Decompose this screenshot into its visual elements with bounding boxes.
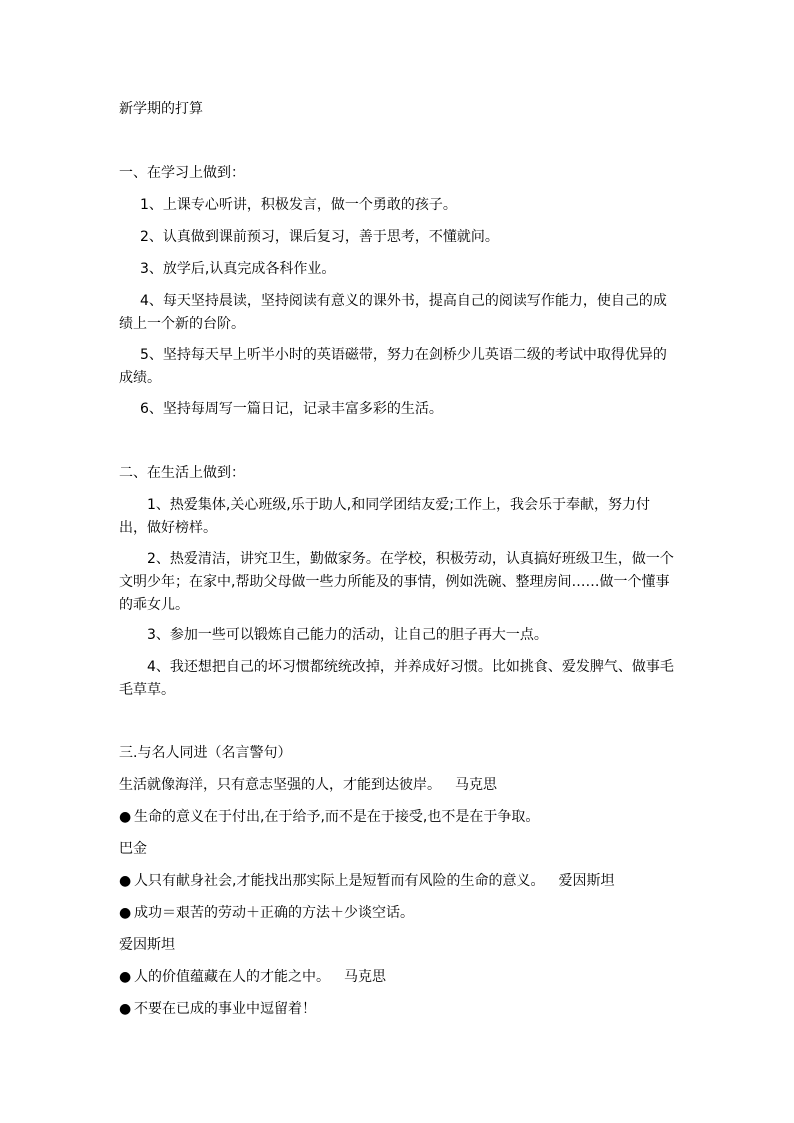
quote-author: 爱因斯坦 bbox=[558, 873, 615, 889]
study-item-3: 3、放学后,认真完成各科作业。 bbox=[140, 261, 336, 277]
study-item-1: 1、上课专心听讲，积极发言，做一个勇敢的孩子。 bbox=[140, 197, 457, 213]
quote-text: 人的价值蕴藏在人的才能之中。 bbox=[134, 969, 330, 985]
section-heading-quotes: 三.与名人同进（名言警句） bbox=[119, 745, 292, 761]
quote-line-4 bbox=[119, 870, 679, 893]
document-title: 新学期的打算 bbox=[119, 101, 203, 117]
section-heading-life: 二、在生活上做到： bbox=[119, 465, 245, 481]
quote-line-2 bbox=[119, 806, 679, 829]
quote-line-6 bbox=[119, 934, 679, 957]
life-item-3: 3、参加一些可以锻炼自己能力的活动，让自己的胆子再大一点。 bbox=[147, 627, 548, 643]
quote-text: 人只有献身社会,才能找出那实际上是短暂而有风险的生命的意义。 bbox=[134, 873, 545, 889]
bullet-icon: ● bbox=[119, 969, 132, 985]
bullet-icon: ● bbox=[119, 905, 132, 921]
quote-line-3 bbox=[119, 838, 679, 861]
quote-text: 不要在已成的事业中逗留着！ bbox=[134, 1001, 316, 1017]
section-heading-study: 一、在学习上做到： bbox=[119, 165, 245, 181]
life-item-4: 4、我还想把自己的坏习惯都统统改掉，并养成好习惯。比如挑食、爱发脾气、做事毛毛草草。 bbox=[119, 659, 674, 698]
quote-text: 成功＝艰苦的劳动＋正确的方法＋少谈空话。 bbox=[134, 905, 414, 921]
quote-author: 马克思 bbox=[455, 777, 497, 793]
life-item-1: 1、热爱集体,关心班级,乐于助人,和同学团结友爱;工作上，我会乐于奉献，努力付出，做好榜样。 bbox=[119, 497, 650, 536]
life-item-2: 2、热爱清洁，讲究卫生，勤做家务。在学校，积极劳动，认真搞好班级卫生，做一个文明少年；在家中,帮助父母做一些力所能及的事情，例如洗碗、整理房间……做一个懂事的乖女儿。 bbox=[119, 551, 674, 613]
quote-author: 马克思 bbox=[344, 969, 386, 985]
quote-line-7 bbox=[119, 966, 679, 989]
study-item-5: 5、坚持每天早上听半小时的英语磁带，努力在剑桥少儿英语二级的考试中取得优异的成绩。 bbox=[119, 347, 667, 386]
bullet-icon: ● bbox=[119, 1001, 132, 1017]
quote-author: 巴金 bbox=[119, 841, 147, 857]
quote-text: 生活就像海洋，只有意志坚强的人，才能到达彼岸。 bbox=[119, 777, 441, 793]
bullet-icon: ● bbox=[119, 873, 132, 889]
quote-author: 爱因斯坦 bbox=[119, 937, 175, 953]
quote-line-5 bbox=[119, 902, 679, 925]
quote-line-8 bbox=[119, 998, 679, 1021]
study-item-4: 4、每天坚持晨读，坚持阅读有意义的课外书，提高自己的阅读写作能力，使自己的成绩上一个新的台阶。 bbox=[119, 293, 667, 332]
study-item-6: 6、坚持每周写一篇日记，记录丰富多彩的生活。 bbox=[140, 401, 443, 417]
bullet-icon: ● bbox=[119, 809, 132, 825]
quote-line-1 bbox=[119, 774, 679, 797]
quote-text: 生命的意义在于付出,在于给予,而不是在于接受,也不是在于争取。 bbox=[134, 809, 540, 825]
study-item-2: 2、认真做到课前预习，课后复习，善于思考，不懂就问。 bbox=[140, 229, 499, 245]
